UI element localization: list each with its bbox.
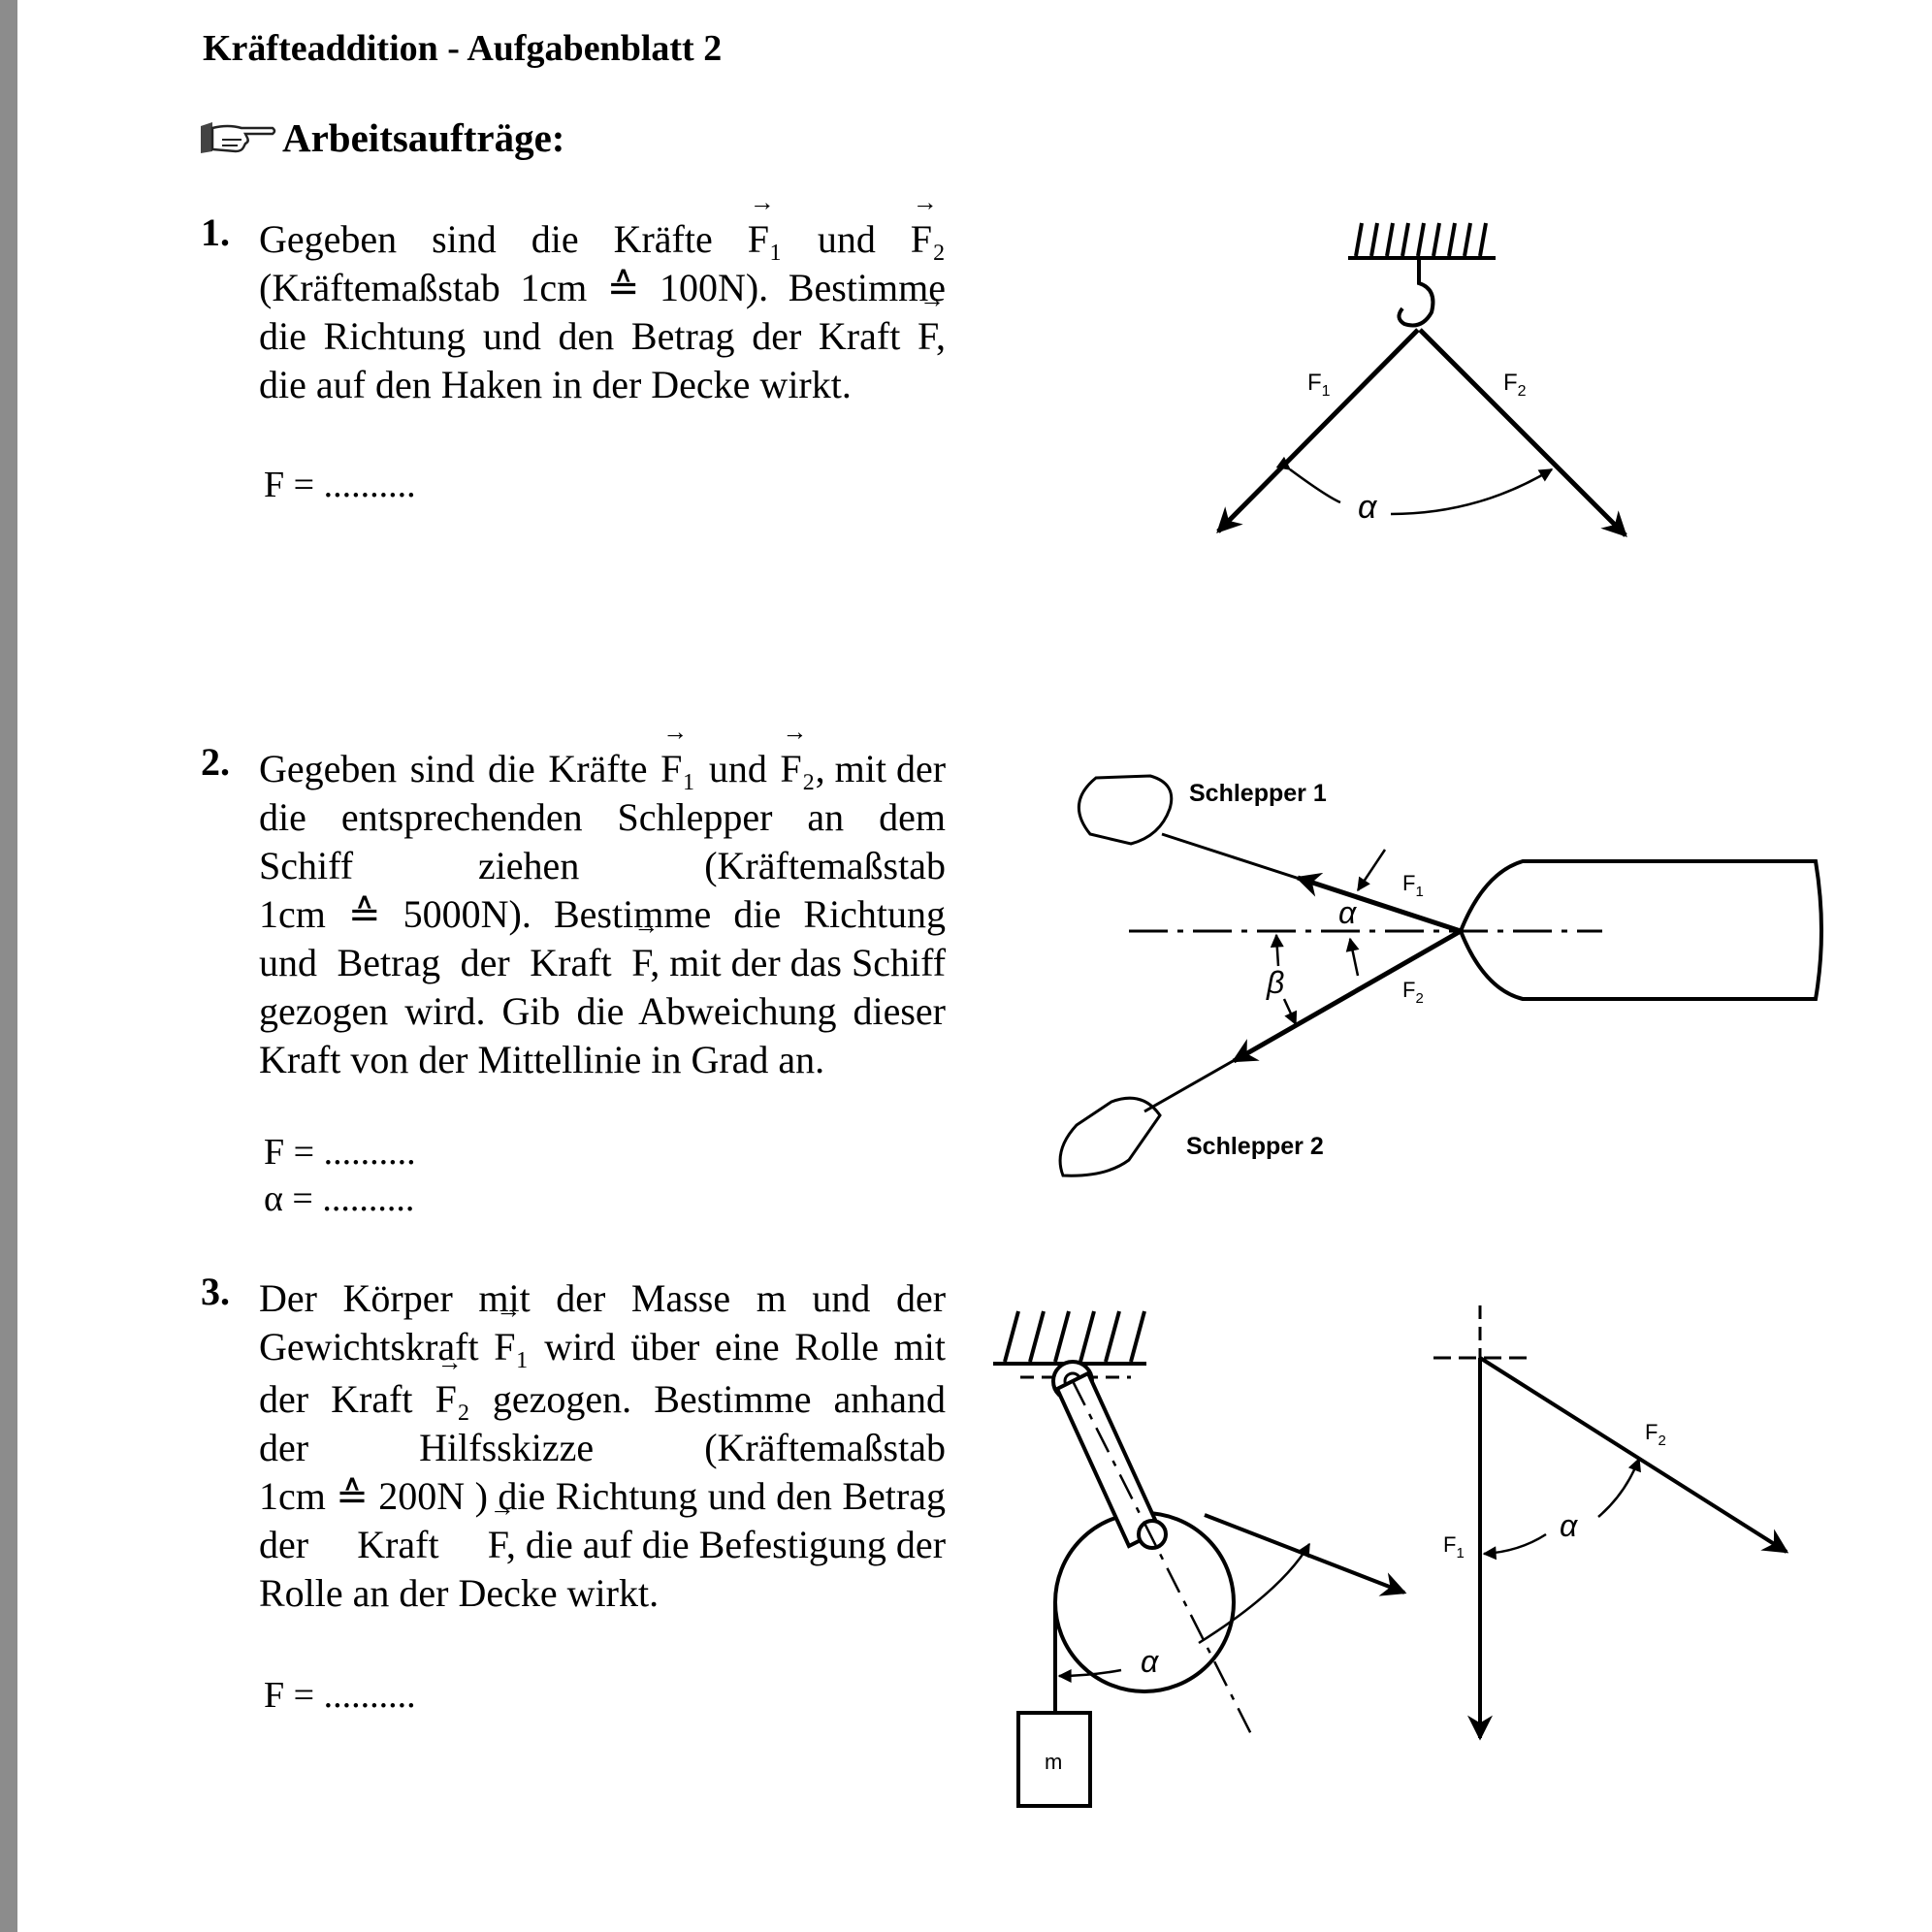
task-3-line-5: 1cm ≙ 200N ) die Richtung und den Betrag	[259, 1474, 946, 1518]
task-1-number: 1.	[201, 210, 230, 254]
task-3-line-1: Der Körper mit der Masse m und der	[259, 1276, 947, 1320]
task-3-line-3: der Kraft → F₂ gezogen. Bestimme anhand	[259, 1375, 946, 1424]
figure-2-ship	[1060, 776, 1821, 1175]
task-1-line-4: die auf den Haken in der Decke wirkt.	[259, 363, 852, 406]
vector-f2: → F₂	[911, 215, 946, 264]
label-f1-2: $F_1$	[1402, 871, 1424, 900]
label-alpha-2: α	[1338, 895, 1357, 930]
vector-f1: → F₁	[748, 215, 783, 264]
force-f1-arrow	[1218, 330, 1418, 531]
task-3-answer-f: F = ..........	[264, 1675, 416, 1716]
force-f1-arrow-2	[1298, 878, 1461, 931]
task-2-line-3: Schiff ziehen (Kräftemaßstab	[259, 844, 946, 887]
label-alpha-4: α	[1560, 1508, 1578, 1543]
task-2-line-6: gezogen wird. Gib die Abweichung dieser	[259, 989, 946, 1033]
task-2-line-7: Kraft von der Mittellinie in Grad an.	[259, 1038, 825, 1081]
label-tug-1: Schlepper 1	[1189, 780, 1327, 807]
label-tug-2: Schlepper 2	[1186, 1133, 1324, 1160]
figure-3-pulley	[993, 1311, 1404, 1806]
label-f2-3: $F_2$	[1645, 1420, 1666, 1449]
task-2-line-2: die entsprechenden Schlepper an dem	[259, 795, 946, 839]
task-3-line-7: Rolle an der Decke wirkt.	[259, 1571, 660, 1615]
ceiling-hatching-3	[1005, 1311, 1144, 1362]
figure-1-hook	[1218, 223, 1626, 535]
task-3-line-4: der Hilfsskizze (Kräftemaßstab	[259, 1426, 946, 1469]
task-1-answer-f: F = ..........	[264, 465, 416, 505]
label-f2-2: $F_2$	[1402, 978, 1424, 1007]
task-2-number: 2.	[201, 740, 230, 784]
label-f2: $F_2$	[1503, 370, 1527, 400]
task-3-number: 3.	[201, 1270, 230, 1313]
label-alpha-1: α	[1358, 489, 1377, 526]
task-1-line-1: Gegeben sind die Kräfte → F₁ und → F₂	[259, 215, 946, 264]
task-2-answer-f: F = ..........	[264, 1132, 416, 1173]
task-2-answer-alpha: α = ..........	[264, 1178, 415, 1219]
label-alpha-3: α	[1141, 1644, 1159, 1679]
label-beta: β	[1267, 965, 1285, 1000]
task-2-line-4: 1cm ≙ 5000N). Bestimme die Richtung	[259, 892, 947, 936]
label-mass: m	[1045, 1750, 1063, 1774]
page-title: Kräfteaddition - Aufgabenblatt 2	[203, 28, 723, 69]
task-1-line-2: (Kräftemaßstab 1cm ≙ 100N). Bestimme	[259, 266, 947, 309]
task-2-line-1: Gegeben sind die Kräfte → F₁ und → F₂, mit der	[259, 745, 946, 793]
hook-icon	[1399, 258, 1433, 326]
label-f1-3: $F_1$	[1443, 1532, 1465, 1562]
task-2-line-5: und Betrag der Kraft → F, mit der das Schiff	[259, 939, 946, 987]
dash-axis	[1073, 1381, 1253, 1738]
task-3-line-6: der Kraft → F, die auf die Befestigung der	[259, 1521, 946, 1569]
pivot-center	[1139, 1521, 1166, 1548]
figure-3-helper-sketch	[1433, 1305, 1787, 1738]
task-3-line-2: Gewichtskraft → F₁ wird über eine Rolle mit	[259, 1323, 946, 1371]
helper-f2-arrow	[1480, 1358, 1787, 1552]
tug-1	[1079, 776, 1171, 844]
ceiling-hatching	[1356, 223, 1486, 256]
force-f2-arrow	[1420, 330, 1626, 535]
task-1-line-3: die Richtung und den Betrag der Kraft → F,	[259, 312, 946, 361]
section-heading-text: Arbeitsaufträge:	[282, 115, 565, 160]
label-f1: $F_1$	[1307, 370, 1331, 400]
